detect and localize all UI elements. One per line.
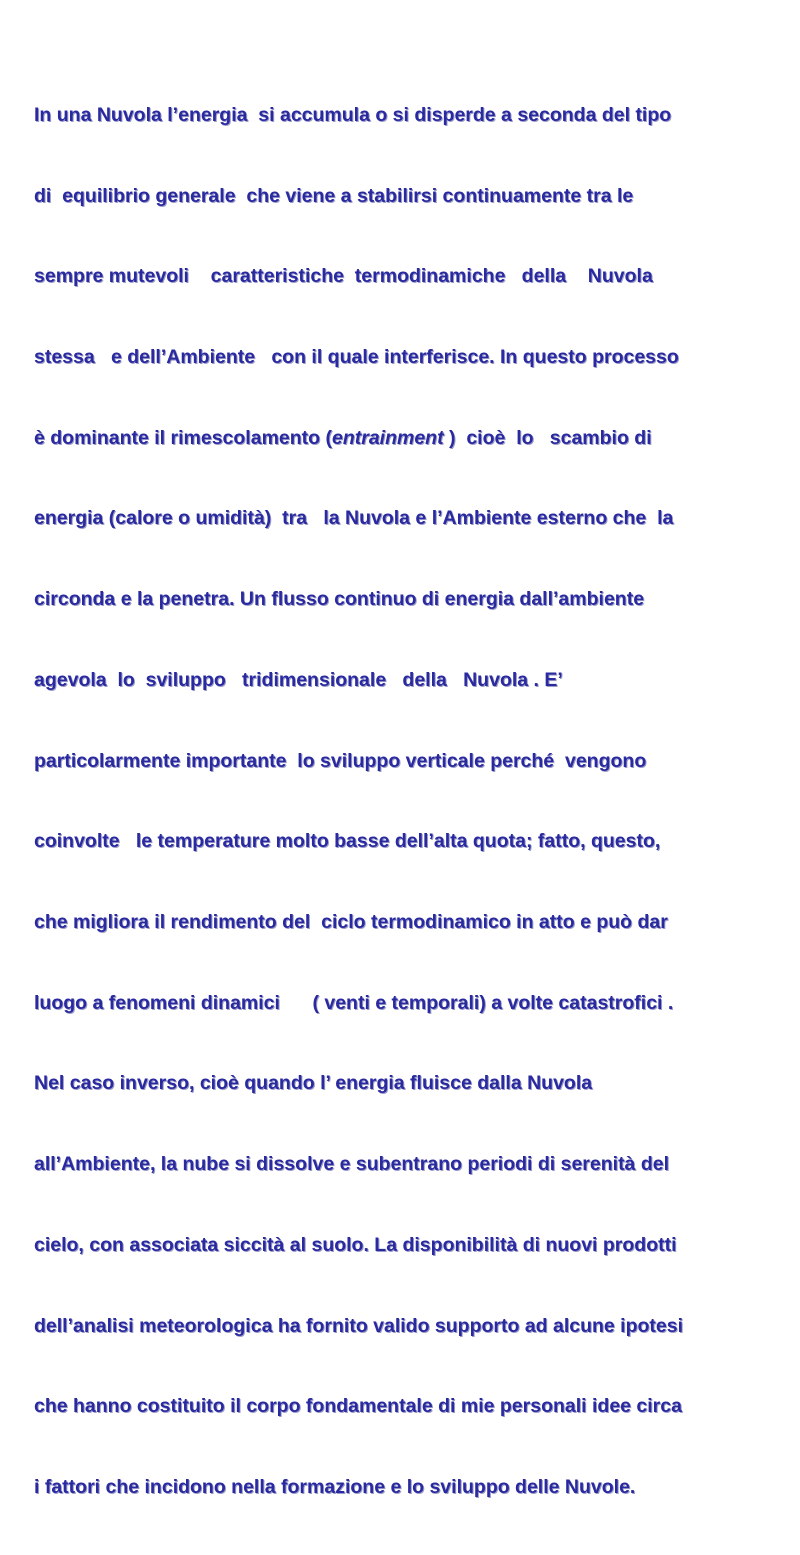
body-paragraph [34,48,794,1555]
text-line-2: di equilibrio generale che viene a stabilirsi continuamente tra le [34,184,634,207]
text-line-13: Nel caso inverso, cioè quando l’ energia fluisce dalla Nuvola [34,1072,593,1095]
text-line-4: stessa e dell’Ambiente con il quale interferisce. In questo processo [34,345,679,368]
text-line-5-start: è dominante il rimescolamento ( [34,426,332,449]
text-line-18: i fattori che incidono nella formazione e lo sviluppo delle Nuvole. [34,1476,636,1499]
text-line-7: circonda e la penetra. Un flusso continuo di energia dall’ambiente [34,588,645,611]
text-line-8: agevola lo sviluppo tridimensionale della Nuvola . E’ [34,668,563,691]
text-line-11: che migliora il rendimento del ciclo termodinamico in atto e può dar [34,911,668,933]
text-line-17: che hanno costituito il corpo fondamentale di mie personali idee circa [34,1395,682,1418]
text-line-6: energia (calore o umidità) tra la Nuvola e l’Ambiente esterno che la [34,507,674,530]
text-line-12: luogo a fenomeni dinamici ( venti e temporali) a volte catastrofici . [34,991,674,1014]
text-line-14: all’Ambiente, la nube si dissolve e subentrano periodi di serenità del [34,1153,669,1176]
text-line-16: dell’analisi meteorologica ha fornito valido supporto ad alcune ipotesi [34,1314,684,1337]
text-line-5 [34,425,794,452]
text-line-10: coinvolte le temperature molto basse dell’alta quota; fatto, questo, [34,830,661,853]
entrainment-term: entrainment [331,426,444,449]
text-line-15: cielo, con associata siccità al suolo. La disponibilità di nuovi prodotti [34,1233,677,1256]
text-line-3: sempre mutevoli caratteristiche termodinamiche della Nuvola [34,265,653,288]
text-line-1: In una Nuvola l’energia si accumula o si disperde a seconda del tipo [34,103,672,126]
text-line-9: particolarmente importante lo sviluppo verticale perché vengono [34,749,647,772]
text-line-5-end: ) cioè lo scambio di [443,426,652,449]
